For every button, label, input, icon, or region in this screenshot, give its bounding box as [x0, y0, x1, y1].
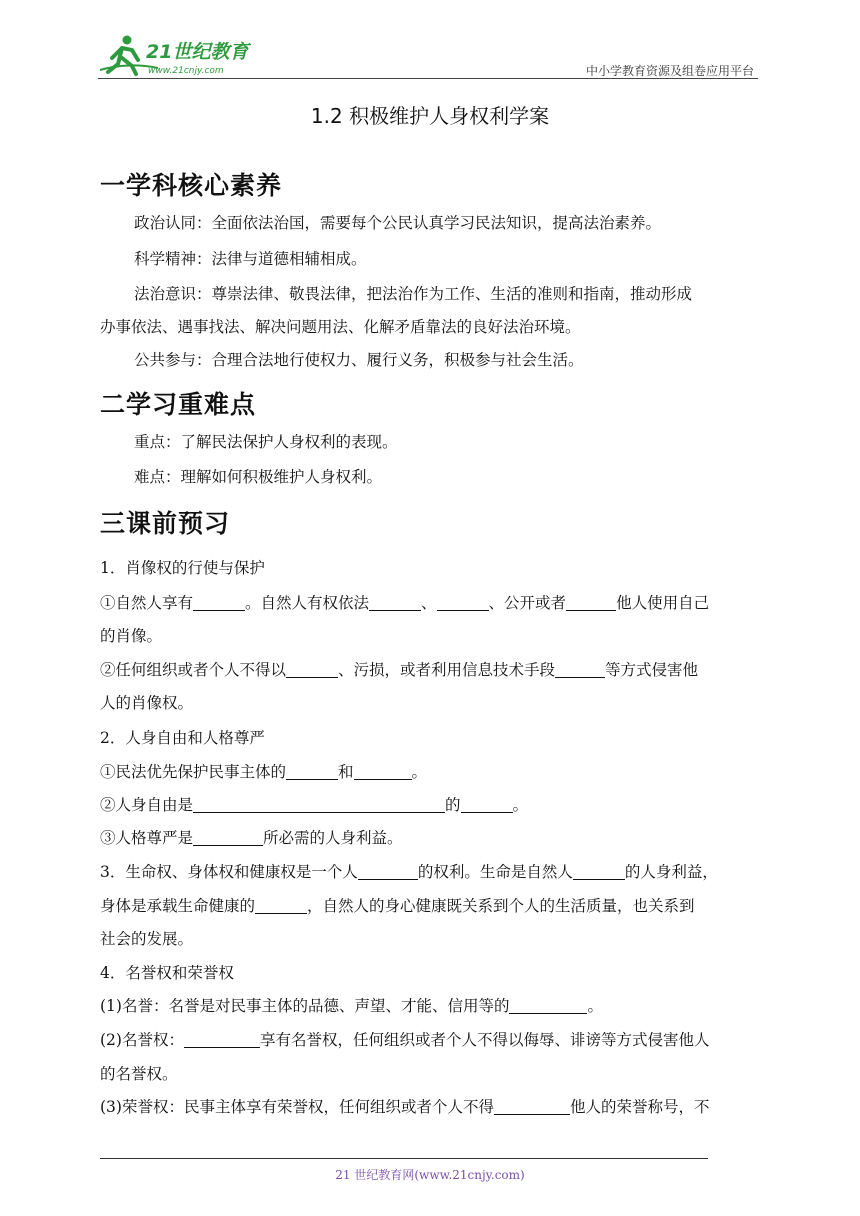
- question-line: 人的肖像权。: [100, 694, 194, 712]
- paragraph: 公共参与：合理合法地行使权力、履行义务，积极参与社会生活。: [134, 351, 584, 369]
- question-line: 的肖像。: [100, 627, 163, 645]
- blank[interactable]: [573, 863, 625, 880]
- paragraph: 重点：了解民法保护人身权利的表现。: [134, 433, 398, 451]
- question-line: ③人格尊严是 所必需的人身利益。: [100, 829, 403, 847]
- footer-divider: [100, 1158, 708, 1159]
- blank[interactable]: [369, 594, 421, 611]
- question-line: ①民法优先保护民事主体的 和 。: [100, 763, 428, 781]
- question-title: 4．名誉权和荣誉权: [100, 964, 234, 982]
- svg-text:21世纪教育: 21世纪教育: [146, 41, 249, 63]
- blank[interactable]: [437, 594, 489, 611]
- blank[interactable]: [461, 796, 513, 813]
- svg-text:www.21cnjy.com: www.21cnjy.com: [148, 66, 224, 76]
- question-line: (3)荣誉权：民事主体享有荣誉权，任何组织或者个人不得 他人的荣誉称号，不: [100, 1098, 710, 1116]
- section-heading-core: 一学科核心素养: [100, 171, 283, 200]
- question-line: ②任何组织或者个人不得以 、污损，或者利用信息技术手段 等方式侵害他: [100, 661, 699, 679]
- paragraph: 办事依法、遇事找法、解决问题用法、化解矛盾靠法的良好法治环境。: [100, 318, 581, 336]
- blank[interactable]: [509, 997, 587, 1014]
- page-title: 1.2 积极维护人身权利学案: [310, 104, 550, 128]
- question-line: (1)名誉：名誉是对民事主体的品德、声望、才能、信用等的 。: [100, 997, 603, 1015]
- question-line: ①自然人享有 。自然人有权依法 、 、公开或者 他人使用自己: [100, 594, 710, 612]
- blank[interactable]: [255, 897, 307, 914]
- blank[interactable]: [358, 863, 418, 880]
- platform-name: 中小学教育资源及组卷应用平台: [585, 64, 754, 78]
- section-heading-keypoints: 二学习重难点: [100, 390, 257, 419]
- section-heading-preview: 三课前预习: [100, 509, 231, 538]
- blank[interactable]: [184, 1031, 260, 1048]
- blank[interactable]: [494, 1098, 570, 1115]
- question-title: 1．肖像权的行使与保护: [100, 559, 265, 577]
- blank[interactable]: [193, 829, 263, 846]
- blank[interactable]: [555, 661, 605, 678]
- blank[interactable]: [286, 763, 338, 780]
- paragraph: 难点：理解如何积极维护人身权利。: [134, 468, 383, 486]
- question-line: 社会的发展。: [100, 930, 194, 948]
- header-divider: [98, 78, 758, 79]
- question-line: ②人身自由是 的 。: [100, 796, 529, 814]
- page-header: [98, 34, 758, 80]
- site-logo: [98, 34, 258, 78]
- question-line: 3．生命权、身体权和健康权是一个人 的权利。生命是自然人 的人身利益，: [100, 863, 718, 881]
- blank[interactable]: [193, 594, 245, 611]
- question-line: (2)名誉权： 享有名誉权，任何组织或者个人不得以侮辱、诽谤等方式侵害他人: [100, 1031, 710, 1049]
- paragraph: 政治认同：全面依法治国，需要每个公民认真学习民法知识，提高法治素养。: [134, 214, 662, 232]
- question-line: 身体是承载生命健康的 ，自然人的身心健康既关系到个人的生活质量，也关系到: [100, 897, 695, 915]
- paragraph: 法治意识：尊崇法律、敬畏法律，把法治作为工作、生活的准则和指南，推动形成: [134, 285, 693, 303]
- blank[interactable]: [566, 594, 616, 611]
- blank[interactable]: [193, 796, 445, 813]
- question-line: 的名誉权。: [100, 1065, 178, 1083]
- question-title: 2．人身自由和人格尊严: [100, 729, 265, 747]
- blank[interactable]: [286, 661, 338, 678]
- paragraph: 科学精神：法律与道德相辅相成。: [134, 250, 367, 268]
- blank[interactable]: [354, 763, 412, 780]
- footer-link[interactable]: 21 世纪教育网(www.21cnjy.com): [335, 1168, 525, 1182]
